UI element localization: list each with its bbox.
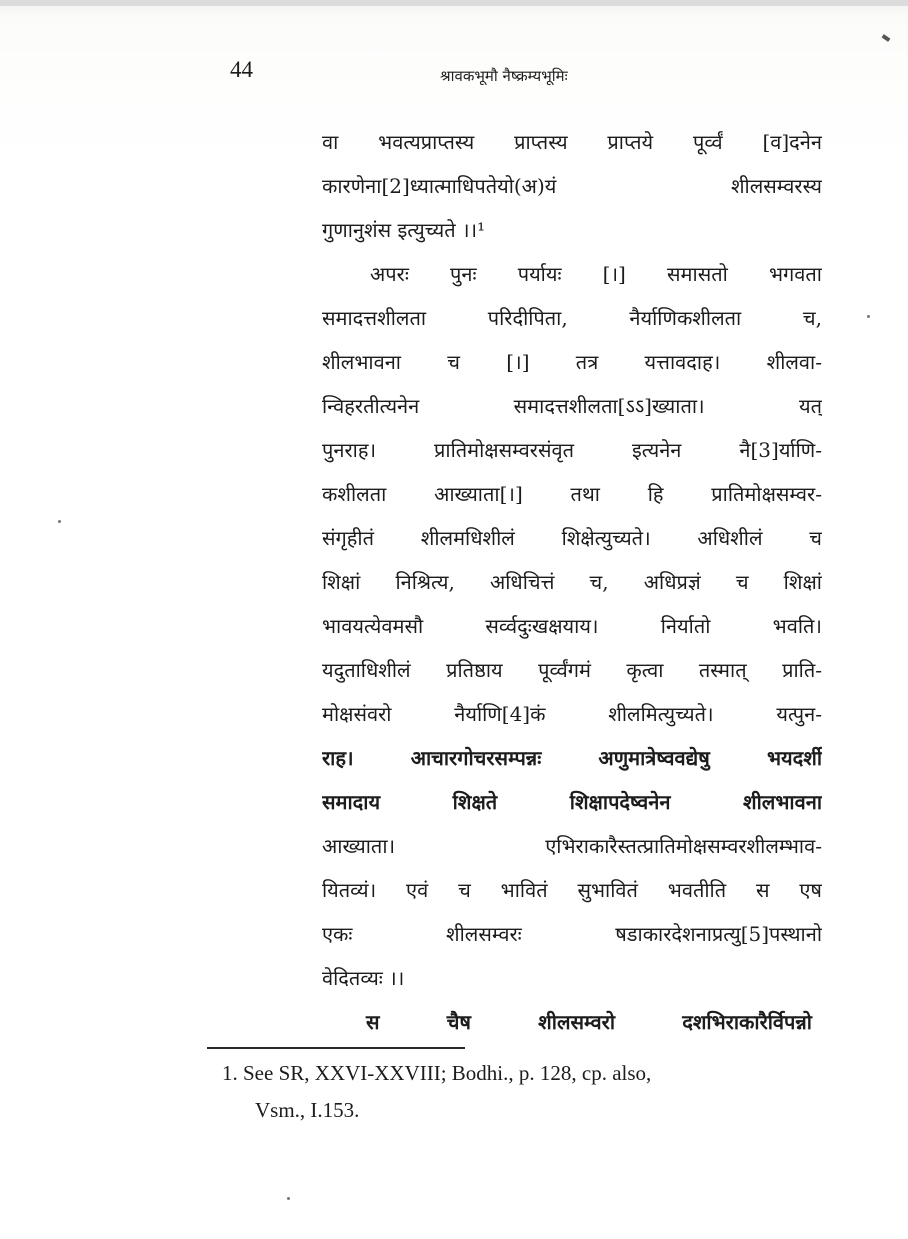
ink-mark — [882, 34, 891, 42]
main-text — [322, 120, 822, 1044]
text-line: पुनराह। प्रातिमोक्षसम्वरसंवृत इत्यनेन नै[3]र्याणि- — [322, 438, 822, 462]
text-line: राह। आचारगोचरसम्पन्नः अणुमात्रेष्ववद्येषु भयदर्शी — [322, 746, 822, 770]
text-line: मोक्षसंवरो नैर्याणि[4]कं शीलमित्युच्यते। यत्पुन- — [322, 702, 822, 726]
footnote-divider — [207, 1047, 465, 1049]
running-head: श्रावकभूमौ नैष्क्रम्यभूमिः — [440, 67, 568, 85]
text-line: शीलभावना च [।] तत्र यत्तावदाह। शीलवा- — [322, 350, 822, 374]
page-number: 44 — [230, 57, 253, 82]
text-line: समादत्तशीलता परिदीपिता, नैर्याणिकशीलता च, — [322, 306, 822, 330]
footnote-line: 1. See SR, XXVI-XXVIII; Bodhi., p. 128, cp. also, — [222, 1061, 652, 1085]
scan-top-edge — [0, 0, 908, 6]
ink-speck — [58, 520, 61, 523]
text-line: एकः शीलसम्वरः षडाकारदेशनाप्रत्यु[5]पस्थानो — [322, 922, 822, 946]
text-line: वेदितव्यः ।। — [322, 966, 405, 990]
text-line: कारणेना[2]ध्यात्माधिपतेयो(अ)यं शीलसम्वरस्य — [322, 174, 822, 198]
text-line: समादाय शिक्षते शिक्षापदेष्वनेन शीलभावना — [322, 790, 822, 814]
text-line: अपरः पुनः पर्यायः [।] समासतो भगवता — [370, 262, 822, 286]
text-line: शिक्षां निश्रित्य, अधिचित्तं च, अधिप्रज्ञं च शिक्षां — [322, 570, 822, 594]
text-line: यदुताधिशीलं प्रतिष्ठाय पूर्व्वंगमं कृत्वा तस्मात् प्राति- — [322, 658, 822, 682]
text-line: स चैष शीलसम्वरो दशभिराकारैर्विपन्नो — [366, 1010, 812, 1034]
text-line: यितव्यं। एवं च भावितं सुभावितं भवतीति स एष — [322, 878, 822, 902]
text-line: संगृहीतं शीलमधिशीलं शिक्षेत्युच्यते। अधिशीलं च — [322, 526, 822, 550]
text-line: भावयत्येवमसौ सर्व्वदुःखक्षयाय। निर्यातो भवति। — [322, 614, 822, 638]
text-line: न्विहरतीत्यनेन समादत्तशीलता[ऽऽ]ख्याता। यत् — [322, 394, 822, 418]
text-line: आख्याता। एभिराकारैस्तत्प्रातिमोक्षसम्वरशीलम्भाव- — [322, 834, 822, 858]
text-line: कशीलता आख्याता[।] तथा हि प्रातिमोक्षसम्वर- — [322, 482, 822, 506]
ink-speck — [867, 315, 870, 318]
text-line: वा भवत्यप्राप्तस्य प्राप्तस्य प्राप्तये पूर्व्वं [व]दनेन — [322, 130, 822, 154]
footnote — [222, 1055, 822, 1129]
text-line: गुणानुशंस इत्युच्यते ।।¹ — [322, 218, 486, 242]
footnote-line: Vsm., I.153. — [255, 1098, 360, 1122]
ink-speck — [287, 1197, 290, 1200]
